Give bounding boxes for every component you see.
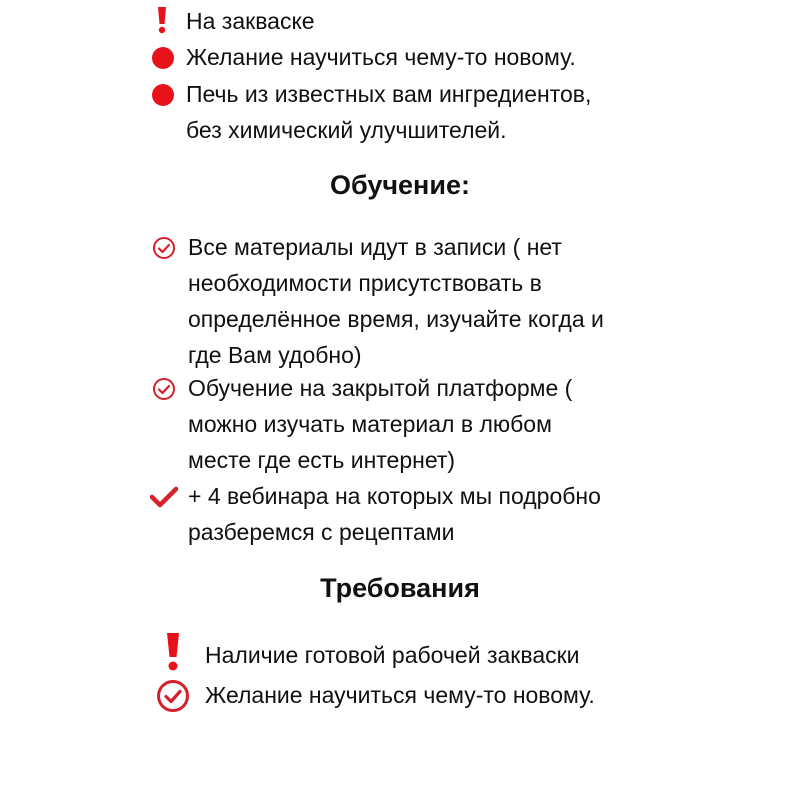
list-item-continuation: необходимости присутствовать в [188,270,542,296]
list-item-continuation: без химический улучшителей. [186,117,507,143]
list-item-continuation: разберемся с рецептами [188,519,455,545]
red-circle-icon [152,84,174,106]
list-item: Желание научиться чему-то новому. [186,44,576,70]
list-item: Печь из известных вам ингредиентов, [186,81,592,107]
list-item: Обучение на закрытой платформе ( [188,375,573,401]
section-heading-training: Обучение: [330,170,470,200]
list-item: Все материалы идут в записи ( нет [188,234,562,260]
exclamation-icon [156,6,168,34]
section-heading-requirements: Требования [320,573,480,603]
circle-check-icon [152,236,176,260]
list-item: На закваске [186,8,315,34]
circle-check-icon [156,679,190,713]
circle-check-icon [152,377,176,401]
list-item-continuation: можно изучать материал в любом [188,411,552,437]
list-item: + 4 вебинара на которых мы подробно [188,483,601,509]
list-item: Наличие готовой рабочей закваски [205,642,580,668]
list-item-continuation: где Вам удобно) [188,342,362,368]
exclamation-icon [165,632,181,672]
list-item-continuation: определённое время, изучайте когда и [188,306,604,332]
red-circle-icon [152,47,174,69]
checkmark-icon [150,486,178,508]
list-item: Желание научиться чему-то новому. [205,682,595,708]
list-item-continuation: месте где есть интернет) [188,447,456,473]
